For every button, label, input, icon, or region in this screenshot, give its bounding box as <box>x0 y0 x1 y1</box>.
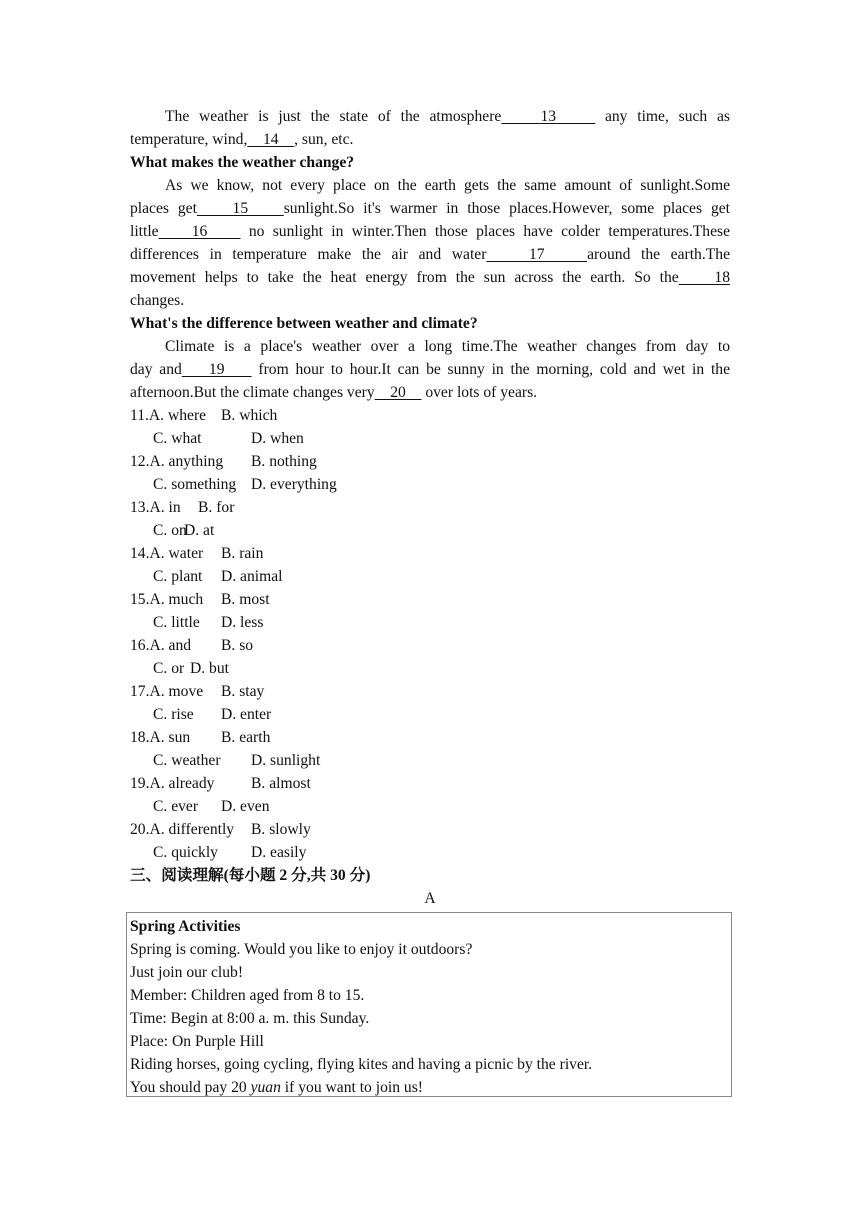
option-row-20-cd <box>130 841 730 864</box>
option-13-c: C. on <box>153 522 187 539</box>
option-18-b: B. earth <box>221 729 271 746</box>
option-15-c: C. little <box>153 614 200 631</box>
passage-paragraph-3-line-1: Climate is a place's weather over a long time.The weather changes from day to <box>165 338 730 355</box>
option-row-15-ab <box>130 588 730 611</box>
passage-paragraph-3-line-2 <box>130 358 730 381</box>
passage-paragraph-2-line-6: changes. <box>130 292 185 309</box>
option-row-19-ab <box>130 772 730 795</box>
text: The weather is just the state of the atmosphere <box>165 108 502 125</box>
option-15-d: D. less <box>221 614 264 631</box>
option-row-11-ab <box>130 404 730 427</box>
option-20-c: C. quickly <box>153 844 218 861</box>
option-row-17-cd <box>130 703 730 726</box>
passage-paragraph-1 <box>130 105 730 128</box>
notice-title: Spring Activities <box>130 918 241 935</box>
text: day and <box>130 361 182 378</box>
option-14-d: D. animal <box>221 568 283 585</box>
notice-box <box>126 912 732 1097</box>
option-row-12-cd <box>130 473 730 496</box>
notice-line: Member: Children aged from 8 to 15. <box>130 987 365 1004</box>
text: around the earth.The <box>587 246 730 263</box>
option-20-d: D. easily <box>251 844 307 861</box>
notice-line: Just join our club! <box>130 964 244 981</box>
option-11-a: 11.A. where <box>130 407 207 424</box>
text: differences in temperature make the air and water <box>130 246 487 263</box>
yuan-text: yuan <box>250 1079 281 1096</box>
text: places get <box>130 200 197 217</box>
notice-line: Riding horses, going cycling, flying kites and having a picnic by the river. <box>130 1056 593 1073</box>
passage-letter: A <box>424 890 436 907</box>
blank-20: 20 <box>374 384 422 401</box>
text: You should pay 20 <box>130 1079 251 1096</box>
blank-17: 17 <box>486 246 588 263</box>
option-row-11-cd <box>130 427 730 450</box>
option-14-c: C. plant <box>153 568 203 585</box>
text: movement helps to take the heat energy from the sun across the earth. So the <box>130 269 679 286</box>
option-16-d: D. but <box>190 660 229 677</box>
document-page <box>130 105 730 910</box>
option-19-b: B. almost <box>251 775 311 792</box>
option-17-b: B. stay <box>221 683 265 700</box>
heading-weather-climate: What's the difference between weather and climate? <box>130 315 478 332</box>
blank-18: 18 <box>678 269 731 286</box>
text: no sunlight in winter.Then those places have colder temperatures.These <box>240 223 730 240</box>
option-row-20-ab <box>130 818 730 841</box>
blank-19: 19 <box>181 361 252 378</box>
option-13-d: D. at <box>184 522 215 539</box>
option-15-b: B. most <box>221 591 270 608</box>
option-row-16-cd <box>130 657 730 680</box>
option-19-a: 19.A. already <box>130 775 215 792</box>
option-16-a: 16.A. and <box>130 637 192 654</box>
option-11-c: C. what <box>153 430 202 447</box>
text: , sun, etc. <box>294 131 354 148</box>
notice-line: Time: Begin at 8:00 a. m. this Sunday. <box>130 1010 370 1027</box>
passage-paragraph-3-line-3 <box>130 381 730 404</box>
option-row-14-ab <box>130 542 730 565</box>
option-20-b: B. slowly <box>251 821 311 838</box>
option-row-12-ab <box>130 450 730 473</box>
option-18-c: C. weather <box>153 752 221 769</box>
blank-14: 14 <box>247 131 295 148</box>
options-list <box>130 404 730 864</box>
option-20-a: 20.A. differently <box>130 821 235 838</box>
option-row-17-ab <box>130 680 730 703</box>
option-14-b: B. rain <box>221 545 264 562</box>
text: any time, such as <box>595 108 730 125</box>
option-19-c: C. ever <box>153 798 199 815</box>
option-13-b: B. for <box>198 499 235 516</box>
option-row-18-ab <box>130 726 730 749</box>
passage-paragraph-2-line-2 <box>130 197 730 220</box>
section-title: 三、阅读理解(每小题 2 分,共 30 分) <box>130 867 371 884</box>
text: sunlight.So it's warmer in those places.However, some places get <box>283 200 730 217</box>
option-17-d: D. enter <box>221 706 272 723</box>
option-11-d: D. when <box>251 430 304 447</box>
blank-13: 13 <box>501 108 596 125</box>
blank-15: 15 <box>196 200 284 217</box>
option-12-b: B. nothing <box>251 453 317 470</box>
option-row-13-cd <box>130 519 730 542</box>
option-row-18-cd <box>130 749 730 772</box>
option-row-13-ab <box>130 496 730 519</box>
option-row-15-cd <box>130 611 730 634</box>
option-19-d: D. even <box>221 798 270 815</box>
text: over lots of years. <box>421 384 538 401</box>
option-row-14-cd <box>130 565 730 588</box>
option-12-a: 12.A. anything <box>130 453 224 470</box>
passage-paragraph-2-line-1: As we know, not every place on the earth gets the same amount of sunlight.Some <box>165 177 730 194</box>
passage-paragraph-2-line-5 <box>130 266 730 289</box>
option-16-b: B. so <box>221 637 254 654</box>
text: if you want to join us! <box>280 1079 423 1096</box>
heading-weather-change: What makes the weather change? <box>130 154 355 171</box>
notice-line <box>130 1076 731 1099</box>
notice-line: Spring is coming. Would you like to enjoy it outdoors? <box>130 941 473 958</box>
option-18-d: D. sunlight <box>251 752 321 769</box>
option-16-c: C. or <box>153 660 185 677</box>
option-13-a: 13.A. in <box>130 499 181 516</box>
blank-16: 16 <box>158 223 241 240</box>
text: afternoon.But the climate changes very <box>130 384 375 401</box>
option-12-c: C. something <box>153 476 237 493</box>
passage-paragraph-2-line-4 <box>130 243 730 266</box>
passage-paragraph-2-line-3 <box>130 220 730 243</box>
text: temperature, wind, <box>130 131 248 148</box>
text: little <box>130 223 159 240</box>
option-17-a: 17.A. move <box>130 683 204 700</box>
option-row-16-ab <box>130 634 730 657</box>
option-18-a: 18.A. sun <box>130 729 191 746</box>
option-14-a: 14.A. water <box>130 545 204 562</box>
option-12-d: D. everything <box>251 476 337 493</box>
text: from hour to hour.It can be sunny in the morning, cold and wet in the <box>251 361 730 378</box>
notice-line: Place: On Purple Hill <box>130 1033 264 1050</box>
option-row-19-cd <box>130 795 730 818</box>
option-11-b: B. which <box>221 407 278 424</box>
option-17-c: C. rise <box>153 706 194 723</box>
option-15-a: 15.A. much <box>130 591 204 608</box>
passage-paragraph-1-line-2 <box>130 128 730 151</box>
